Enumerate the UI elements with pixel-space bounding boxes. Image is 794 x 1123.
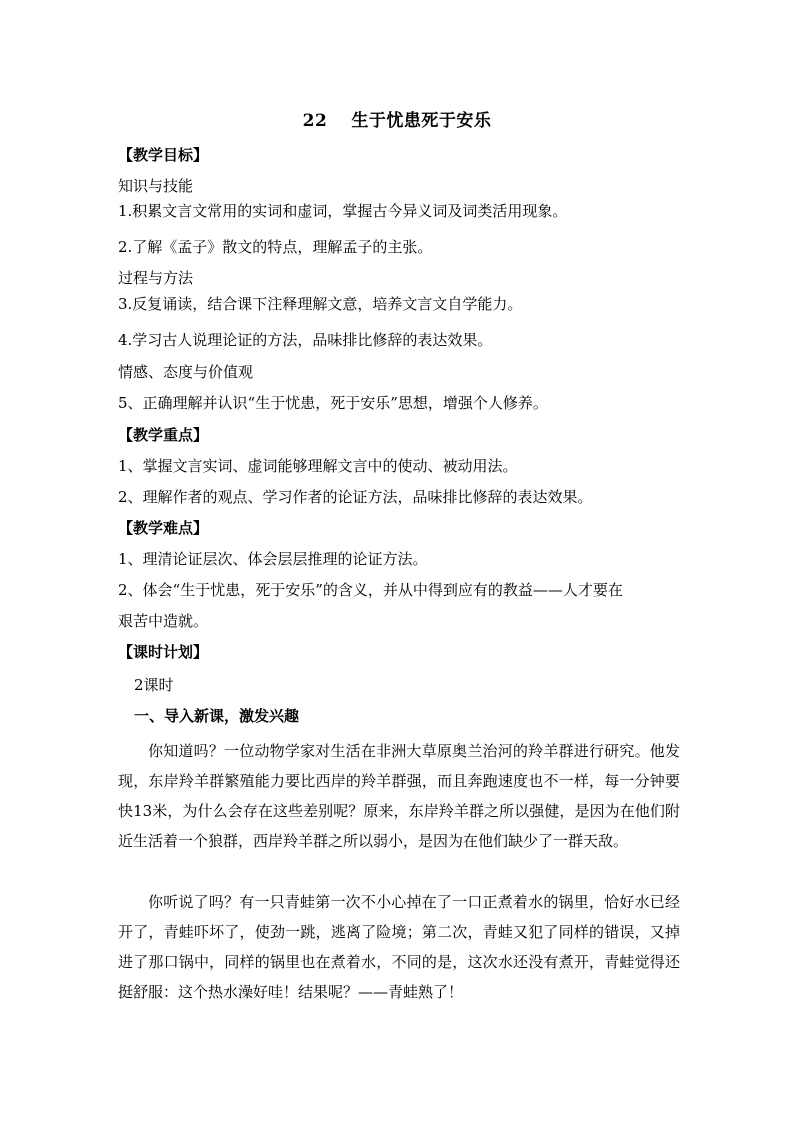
schedule-heading: 【课时计划】 [118,643,209,661]
focus-2: 2、理解作者的观点、学习作者的论证方法，品味排比修辞的表达效果。 [118,488,593,506]
intro-heading: 一、导入新课，激发兴趣 [134,707,300,725]
goals-heading: 【教学目标】 [118,146,209,164]
paragraph-frog: 你听说了吗？有一只青蛙第一次不小心掉在了一口正煮着水的锅里，恰好水已经开了，青蛙吓坏了，使劲一跳，逃离了险境；第二次，青蛙又犯了同样的错误，又掉进了那口锅中，同样的锅里也在煮着水，不同的是，这次水还没有煮开，青蛙觉得还挺舒服：这个热水澡好哇！结果呢？——青蛙熟了！ [118,893,680,1001]
difficulty-heading: 【教学难点】 [118,519,209,537]
difficulty-1: 1、理清论证层次、体会层层推理的论证方法。 [118,550,428,568]
difficulty-2-line2: 艰苦中造就。 [118,612,209,630]
lesson-title [0,106,794,131]
process-label: 过程与方法 [118,269,194,287]
paragraph-antelope: 你知道吗？一位动物学家对生活在非洲大草原奥兰治河的羚羊群进行研究。他发现，东岸羚羊群繁殖能力要比西岸的羚羊群强，而且奔跑速度也不一样，每一分钟要快13米，为什么会存在这些差别呢？原来，东岸羚羊群之所以强健，是因为在他们附近生活着一个狼群，西岸羚羊群之所以弱小，是因为在他们缺少了一群天敌。 [118,742,680,850]
focus-heading: 【教学重点】 [118,426,209,444]
focus-1: 1、掌握文言实词、虚词能够理解文言中的使动、被动用法。 [118,457,518,475]
lesson-title-text: 生于忧患死于安乐 [351,111,492,131]
schedule-value: 2课时 [134,676,174,694]
lesson-number: 22 [302,111,328,131]
emotion-label: 情感、态度与价值观 [118,363,254,381]
goal-3: 3.反复诵读，结合课下注释理解文意，培养文言文自学能力。 [118,295,523,313]
goal-4: 4.学习古人说理论证的方法，品味排比修辞的表达效果。 [118,331,493,349]
goal-2: 2.了解《孟子》散文的特点，理解孟子的主张。 [118,238,433,256]
difficulty-2-line1: 2、体会“生于忧患，死于安乐”的含义，并从中得到应有的教益——人才要在 [118,581,623,599]
goal-1: 1.积累文言文常用的实词和虚词，掌握古今异义词及词类活用现象。 [118,202,568,220]
knowledge-label: 知识与技能 [118,177,194,195]
goal-5: 5、正确理解并认识“生于忧患，死于安乐”思想，增强个人修养。 [118,394,548,412]
